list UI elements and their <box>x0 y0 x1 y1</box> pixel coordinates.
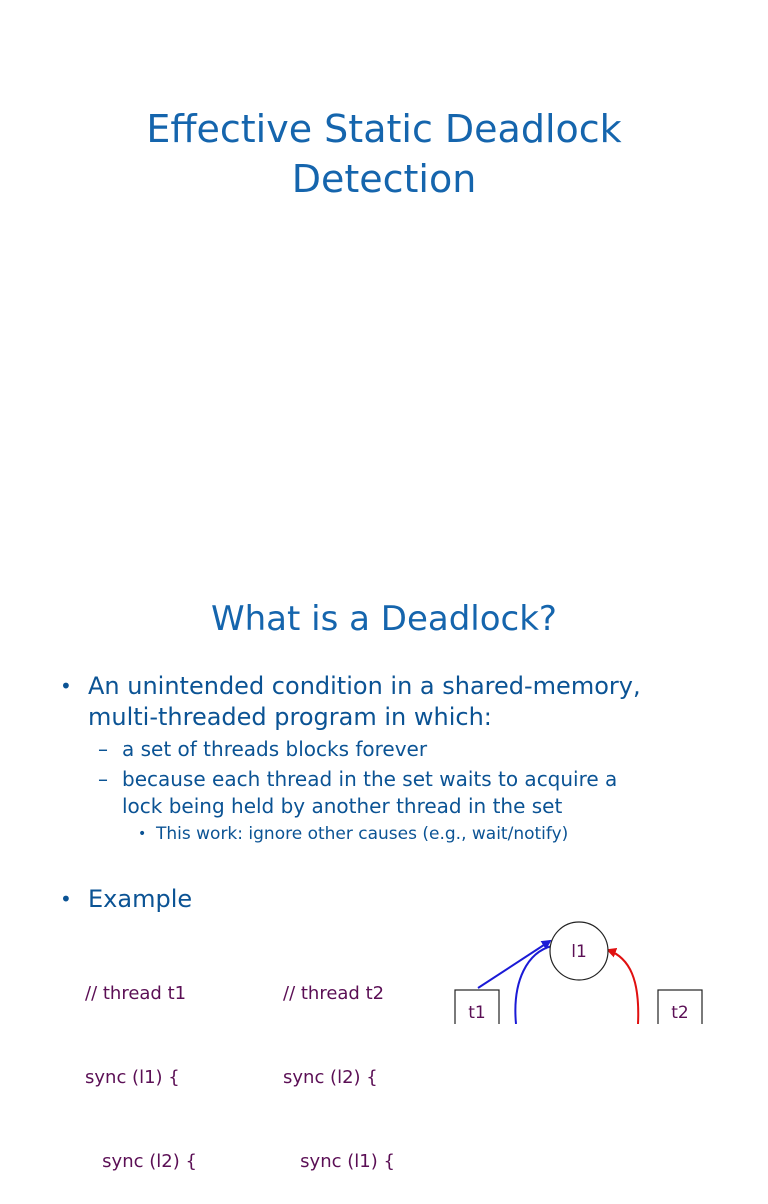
edge-l1-to-t1-blue-curve <box>515 946 552 1024</box>
lock-graph <box>440 910 740 1024</box>
bullet-dot-icon: • <box>138 826 147 842</box>
code-line: // thread t1 <box>85 983 187 1004</box>
code-line: sync (l2) { <box>85 1151 197 1172</box>
slide1-title-line1: Effective Static Deadlock <box>146 107 622 151</box>
bullet-definition-line2: multi-threaded program in which: <box>88 703 492 731</box>
slide2-title: What is a Deadlock? <box>211 599 557 639</box>
dash-icon: – <box>98 737 108 761</box>
code-thread-t1 <box>85 924 197 1204</box>
sub-sub-bullet-text: This work: ignore other causes (e.g., wait/notify) <box>156 824 569 844</box>
node-t1-label: t1 <box>468 1003 486 1023</box>
node-l1-label: l1 <box>571 942 587 962</box>
bullet-definition-line1: An unintended condition in a shared-memory, <box>88 672 641 700</box>
edge-t2-to-l1-red <box>608 950 638 1024</box>
sub-bullet-2-line1: because each thread in the set waits to acquire a <box>122 767 618 791</box>
bullet-dot-icon: • <box>60 887 72 911</box>
edge-t1-to-l1 <box>478 941 550 988</box>
slide1-title-line2: Detection <box>291 157 477 201</box>
node-t2-label: t2 <box>671 1003 689 1023</box>
bullet-dot-icon: • <box>60 674 72 698</box>
slide1-title <box>0 104 768 204</box>
sub-bullet-2-line2: lock being held by another thread in the set <box>122 794 563 818</box>
code-line: sync (l2) { <box>283 1067 378 1088</box>
bullet-example-text: Example <box>88 885 193 913</box>
dash-icon: – <box>98 767 108 791</box>
code-line: sync (l1) { <box>283 1151 395 1172</box>
code-thread-t2 <box>283 924 395 1204</box>
code-line: // thread t2 <box>283 983 385 1004</box>
sub-bullet-1-text: a set of threads blocks forever <box>122 737 428 761</box>
code-line: sync (l1) { <box>85 1067 180 1088</box>
